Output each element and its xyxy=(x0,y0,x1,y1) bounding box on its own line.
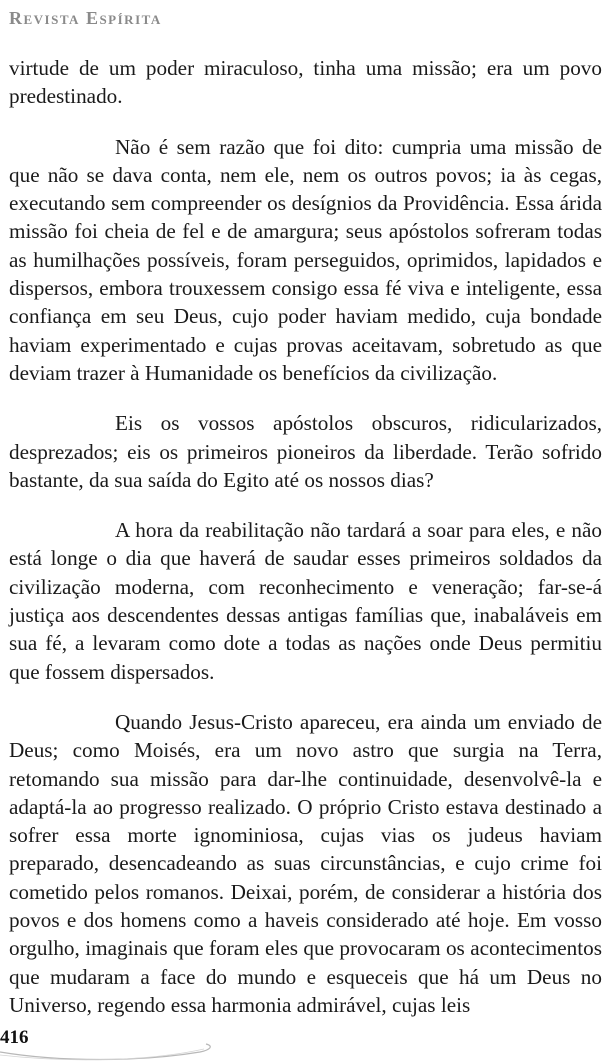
page-number: 416 xyxy=(0,1027,29,1048)
running-head: Revista Espírita xyxy=(9,8,162,28)
paragraph-3: Eis os vossos apóstolos obscuros, ridicularizados, desprezados; eis os primeiros pioneiros da liberdade. Terão sofrido bastante, da sua saída do Egito até os nossos dias? xyxy=(9,411,602,492)
paragraph-5: Quando Jesus-Cristo apareceu, era ainda um enviado de Deus; como Moisés, era um novo astro que surgia na Terra, retomando sua missão para dar-lhe continuidade, desenvolvê-la e adaptá-la ao progresso realizado. O próprio Cristo estava destinado a sofrer essa morte ignominiosa, cujas vias os judeus haviam preparado, desencadeando as suas circunstâncias, e cujo crime foi cometido pelos romanos. Deixai, porém, de considerar a história dos povos e dos homens como a haveis considerado até hoje. Em vosso orgulho, imaginais que foram eles que provocaram os acontecimentos que mudaram a face do mundo e esqueceis que há um Deus no Universo, regendo essa harmonia admirável, cujas leis xyxy=(9,709,602,1017)
text-body xyxy=(9,54,602,1019)
paragraph-1: virtude de um poder miraculoso, tinha uma missão; era um povo predestinado. xyxy=(9,56,602,109)
paragraph-4: A hora da reabilitação não tardará a soar para eles, e não está longe o dia que haverá de saudar esses primeiros soldados da civilização moderna, com reconhecimento e veneração; far-se-á justiça aos descendentes dessas antigas famílias que, inabaláveis em sua fé, a levaram como dote a todas as nações onde Deus permitiu que fossem dispersados. xyxy=(9,518,602,684)
paragraph-2: Não é sem razão que foi dito: cumpria uma missão de que não se dava conta, nem ele, nem os outros povos; ia às cegas, executando sem compreender os desígnios da Providência. Essa árida missão foi cheia de fel e de amargura; seus apóstolos sofreram todas as humilhações possíveis, foram perseguidos, oprimidos, lapidados e dispersos, embora trouxessem consigo essa fé viva e inteligente, essa confiança em seu Deus, cujo poder haviam medido, cuja bondade haviam experimentado e cujas provas aceitavam, sobretudo as que deviam trazer à Humanidade os benefícios da civilização. xyxy=(9,134,602,385)
folio-swoosh-ornament xyxy=(0,1036,230,1061)
